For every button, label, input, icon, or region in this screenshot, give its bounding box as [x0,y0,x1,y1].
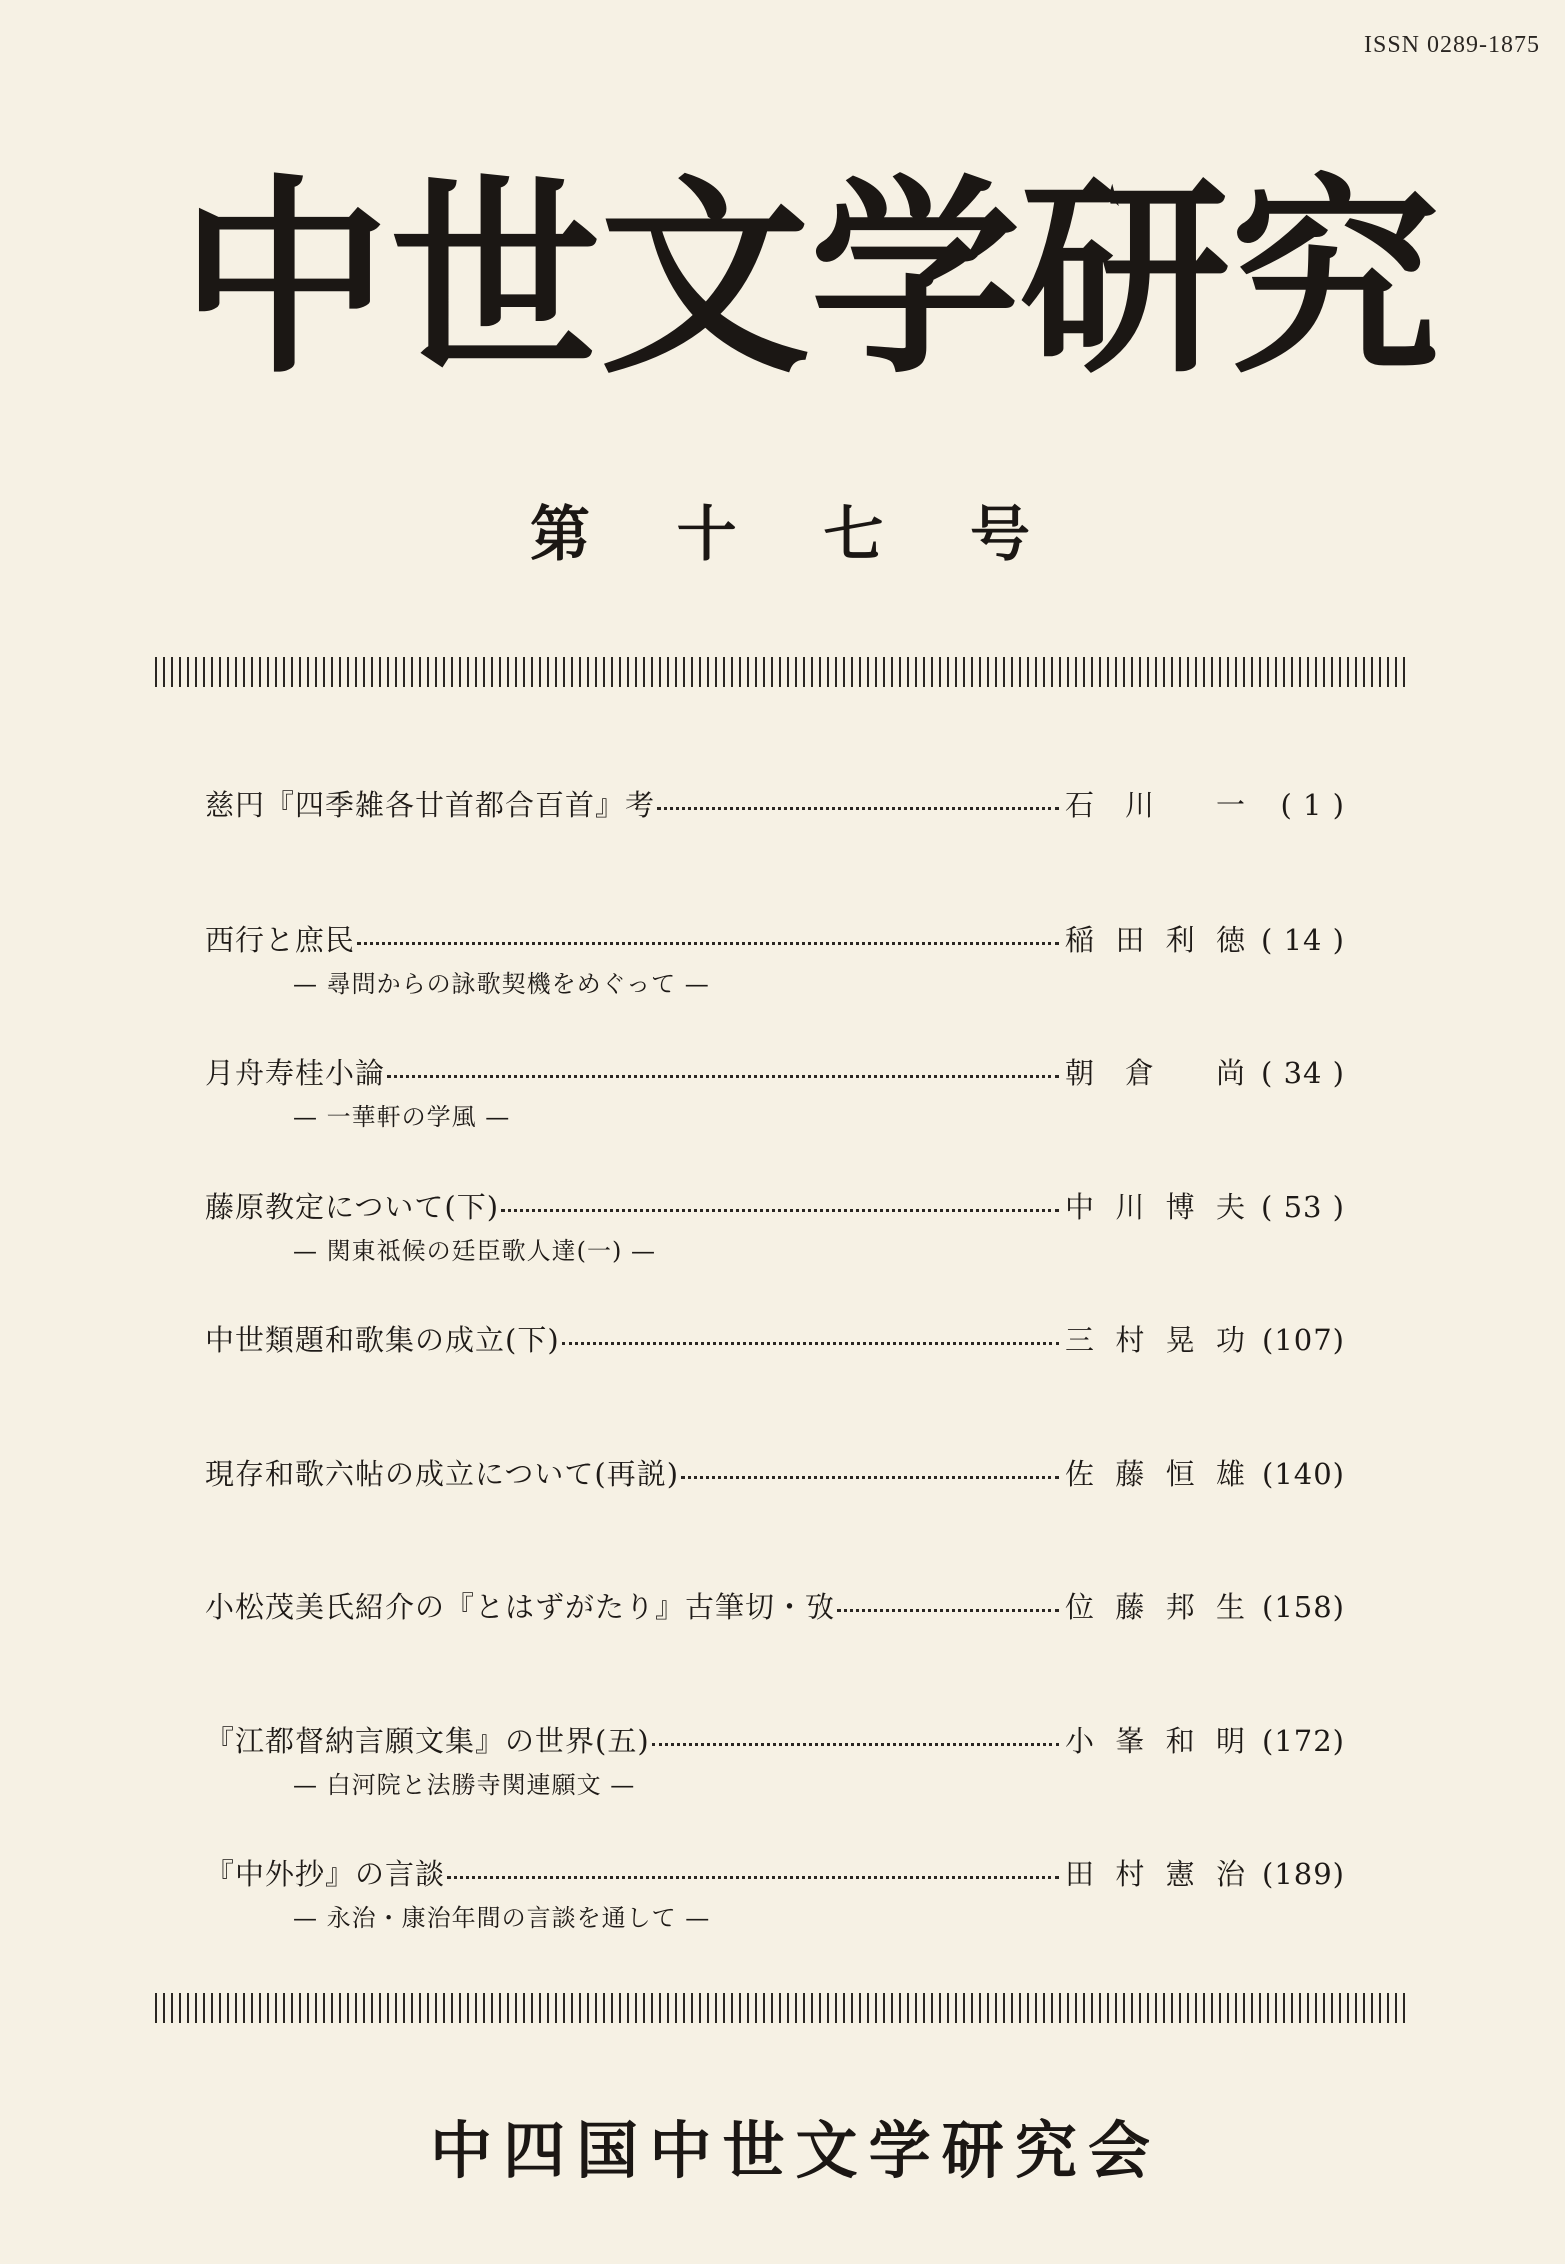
toc-entry-page: (189) [1262,1857,1345,1891]
toc-entry [205,783,1345,827]
toc-entry-page: (140) [1262,1457,1345,1491]
author-char: 小 [1065,1724,1095,1758]
toc-entry-title: 藤原教定について(下) [205,1190,500,1224]
author-char: 川 [1115,1190,1145,1224]
author-char: 治 [1215,1857,1245,1891]
author-char: 倉 [1125,1056,1155,1090]
toc-entry-page: (172) [1262,1724,1345,1758]
publisher-char: 文 [795,2114,858,2187]
author-char: 稲 [1065,923,1095,957]
leader-dots [501,1209,1059,1212]
leader-dots [652,1743,1059,1746]
toc-entry-page: ( 1 ) [1280,788,1345,822]
toc-entry-title: 『江都督納言願文集』の世界(五) [205,1724,650,1758]
toc-entry-author [1065,1719,1245,1763]
author-char: 川 [1125,788,1155,822]
author-char: 中 [1065,1190,1095,1224]
author-char: 位 [1065,1590,1095,1624]
author-char: 夫 [1215,1190,1245,1224]
journal-title-char: 文 [600,157,811,402]
journal-title-char: 研 [1020,157,1231,402]
author-char: 藤 [1115,1590,1145,1624]
toc-entry-title: 月舟寿桂小論 [205,1056,386,1090]
toc-entry [205,918,1345,1002]
issue-char: 第 [530,500,590,570]
toc-entry-subtitle: — 永治・康治年間の言談を通して — [293,1904,711,1932]
author-char: 晃 [1165,1323,1195,1357]
toc-entry-subtitle: — 尋問からの詠歌契機をめぐって — [293,970,710,998]
author-char: 石 [1065,788,1095,822]
leader-dots [562,1342,1059,1345]
toc-entry-page: (158) [1262,1590,1345,1624]
author-char: 村 [1115,1323,1145,1357]
author-char: 明 [1215,1724,1245,1758]
toc-entry [205,1051,1345,1135]
toc-entry-author [1065,783,1245,827]
publisher-char: 世 [722,2114,785,2187]
author-char: 邦 [1165,1590,1195,1624]
author-char: 博 [1165,1190,1195,1224]
toc-entry-page: ( 34 ) [1261,1056,1345,1090]
journal-title-char: 学 [810,157,1021,402]
toc-entry-title: 『中外抄』の言談 [205,1857,446,1891]
leader-dots [681,1476,1059,1479]
author-char: 田 [1065,1857,1095,1891]
leader-dots [357,942,1059,945]
author-char: 村 [1115,1857,1145,1891]
toc-entry-title: 現存和歌六帖の成立について(再説) [205,1457,680,1491]
toc-entry-title: 慈円『四季雑各廿首都合百首』考 [205,788,656,822]
toc-entry-author [1065,1585,1245,1629]
toc-entry-title: 中世類題和歌集の成立(下) [205,1323,560,1357]
toc-entry [205,1719,1345,1803]
publisher-name [430,2114,1150,2187]
leader-dots [447,1876,1059,1879]
toc-entry-page: ( 14 ) [1261,923,1345,957]
leader-dots [387,1075,1059,1078]
issue-char: 号 [969,500,1030,570]
toc-entry [205,1452,1345,1496]
author-char: 和 [1165,1724,1195,1758]
bottom-divider-rule [155,1993,1410,2023]
toc-entry-author [1065,1452,1245,1496]
toc-entry [205,1852,1345,1936]
toc-entry-author [1065,1051,1245,1095]
author-char: 憲 [1165,1857,1195,1891]
author-char: 三 [1065,1323,1095,1357]
publisher-char: 四 [503,2114,566,2187]
publisher-char: 中 [649,2114,712,2187]
toc-entry [205,1585,1345,1629]
toc-entry-title: 小松茂美氏紹介の『とはずがたり』古筆切・攷 [205,1590,836,1624]
leader-dots [657,807,1059,810]
author-char: 藤 [1115,1457,1145,1491]
author-char: 尚 [1215,1056,1245,1090]
toc-entry-author [1065,918,1245,962]
publisher-char: 研 [941,2114,1004,2187]
toc-entry-subtitle: — 一華軒の学風 — [293,1103,511,1131]
publisher-char: 国 [576,2114,639,2187]
author-char: 生 [1215,1590,1245,1624]
toc-entry-page: (107) [1262,1323,1345,1357]
publisher-char: 中 [430,2114,493,2187]
toc-entry-title: 西行と庶民 [205,923,356,957]
author-char: 峯 [1115,1724,1145,1758]
toc-entry-author [1065,1185,1245,1229]
author-char: 朝 [1065,1056,1095,1090]
author-char: 功 [1215,1323,1245,1357]
leader-dots [837,1609,1059,1612]
author-char: 徳 [1215,923,1245,957]
issn-label: ISSN 0289-1875 [1363,32,1540,58]
publisher-char: 究 [1014,2114,1077,2187]
publisher-char: 会 [1087,2114,1150,2187]
author-char: 一 [1215,788,1245,822]
issue-char: 十 [676,500,737,570]
publisher-char: 学 [868,2114,931,2187]
toc-entry [205,1318,1345,1362]
toc-entry-author [1065,1852,1245,1896]
author-char: 佐 [1065,1457,1095,1491]
toc-entry-author [1065,1318,1245,1362]
toc-entry-page: ( 53 ) [1261,1190,1345,1224]
toc-entry-subtitle: — 白河院と法勝寺関連願文 — [293,1771,636,1799]
author-char: 雄 [1215,1457,1245,1491]
author-char: 田 [1115,923,1145,957]
journal-title-char: 究 [1230,157,1441,402]
journal-title-char: 世 [390,157,601,402]
author-char: 利 [1165,923,1195,957]
toc-entry-subtitle: — 関東祗候の廷臣歌人達(一) — [293,1237,656,1265]
toc-entry [205,1185,1345,1269]
issue-char: 七 [823,500,884,570]
journal-title-char: 中 [180,157,391,402]
author-char: 恒 [1165,1457,1195,1491]
